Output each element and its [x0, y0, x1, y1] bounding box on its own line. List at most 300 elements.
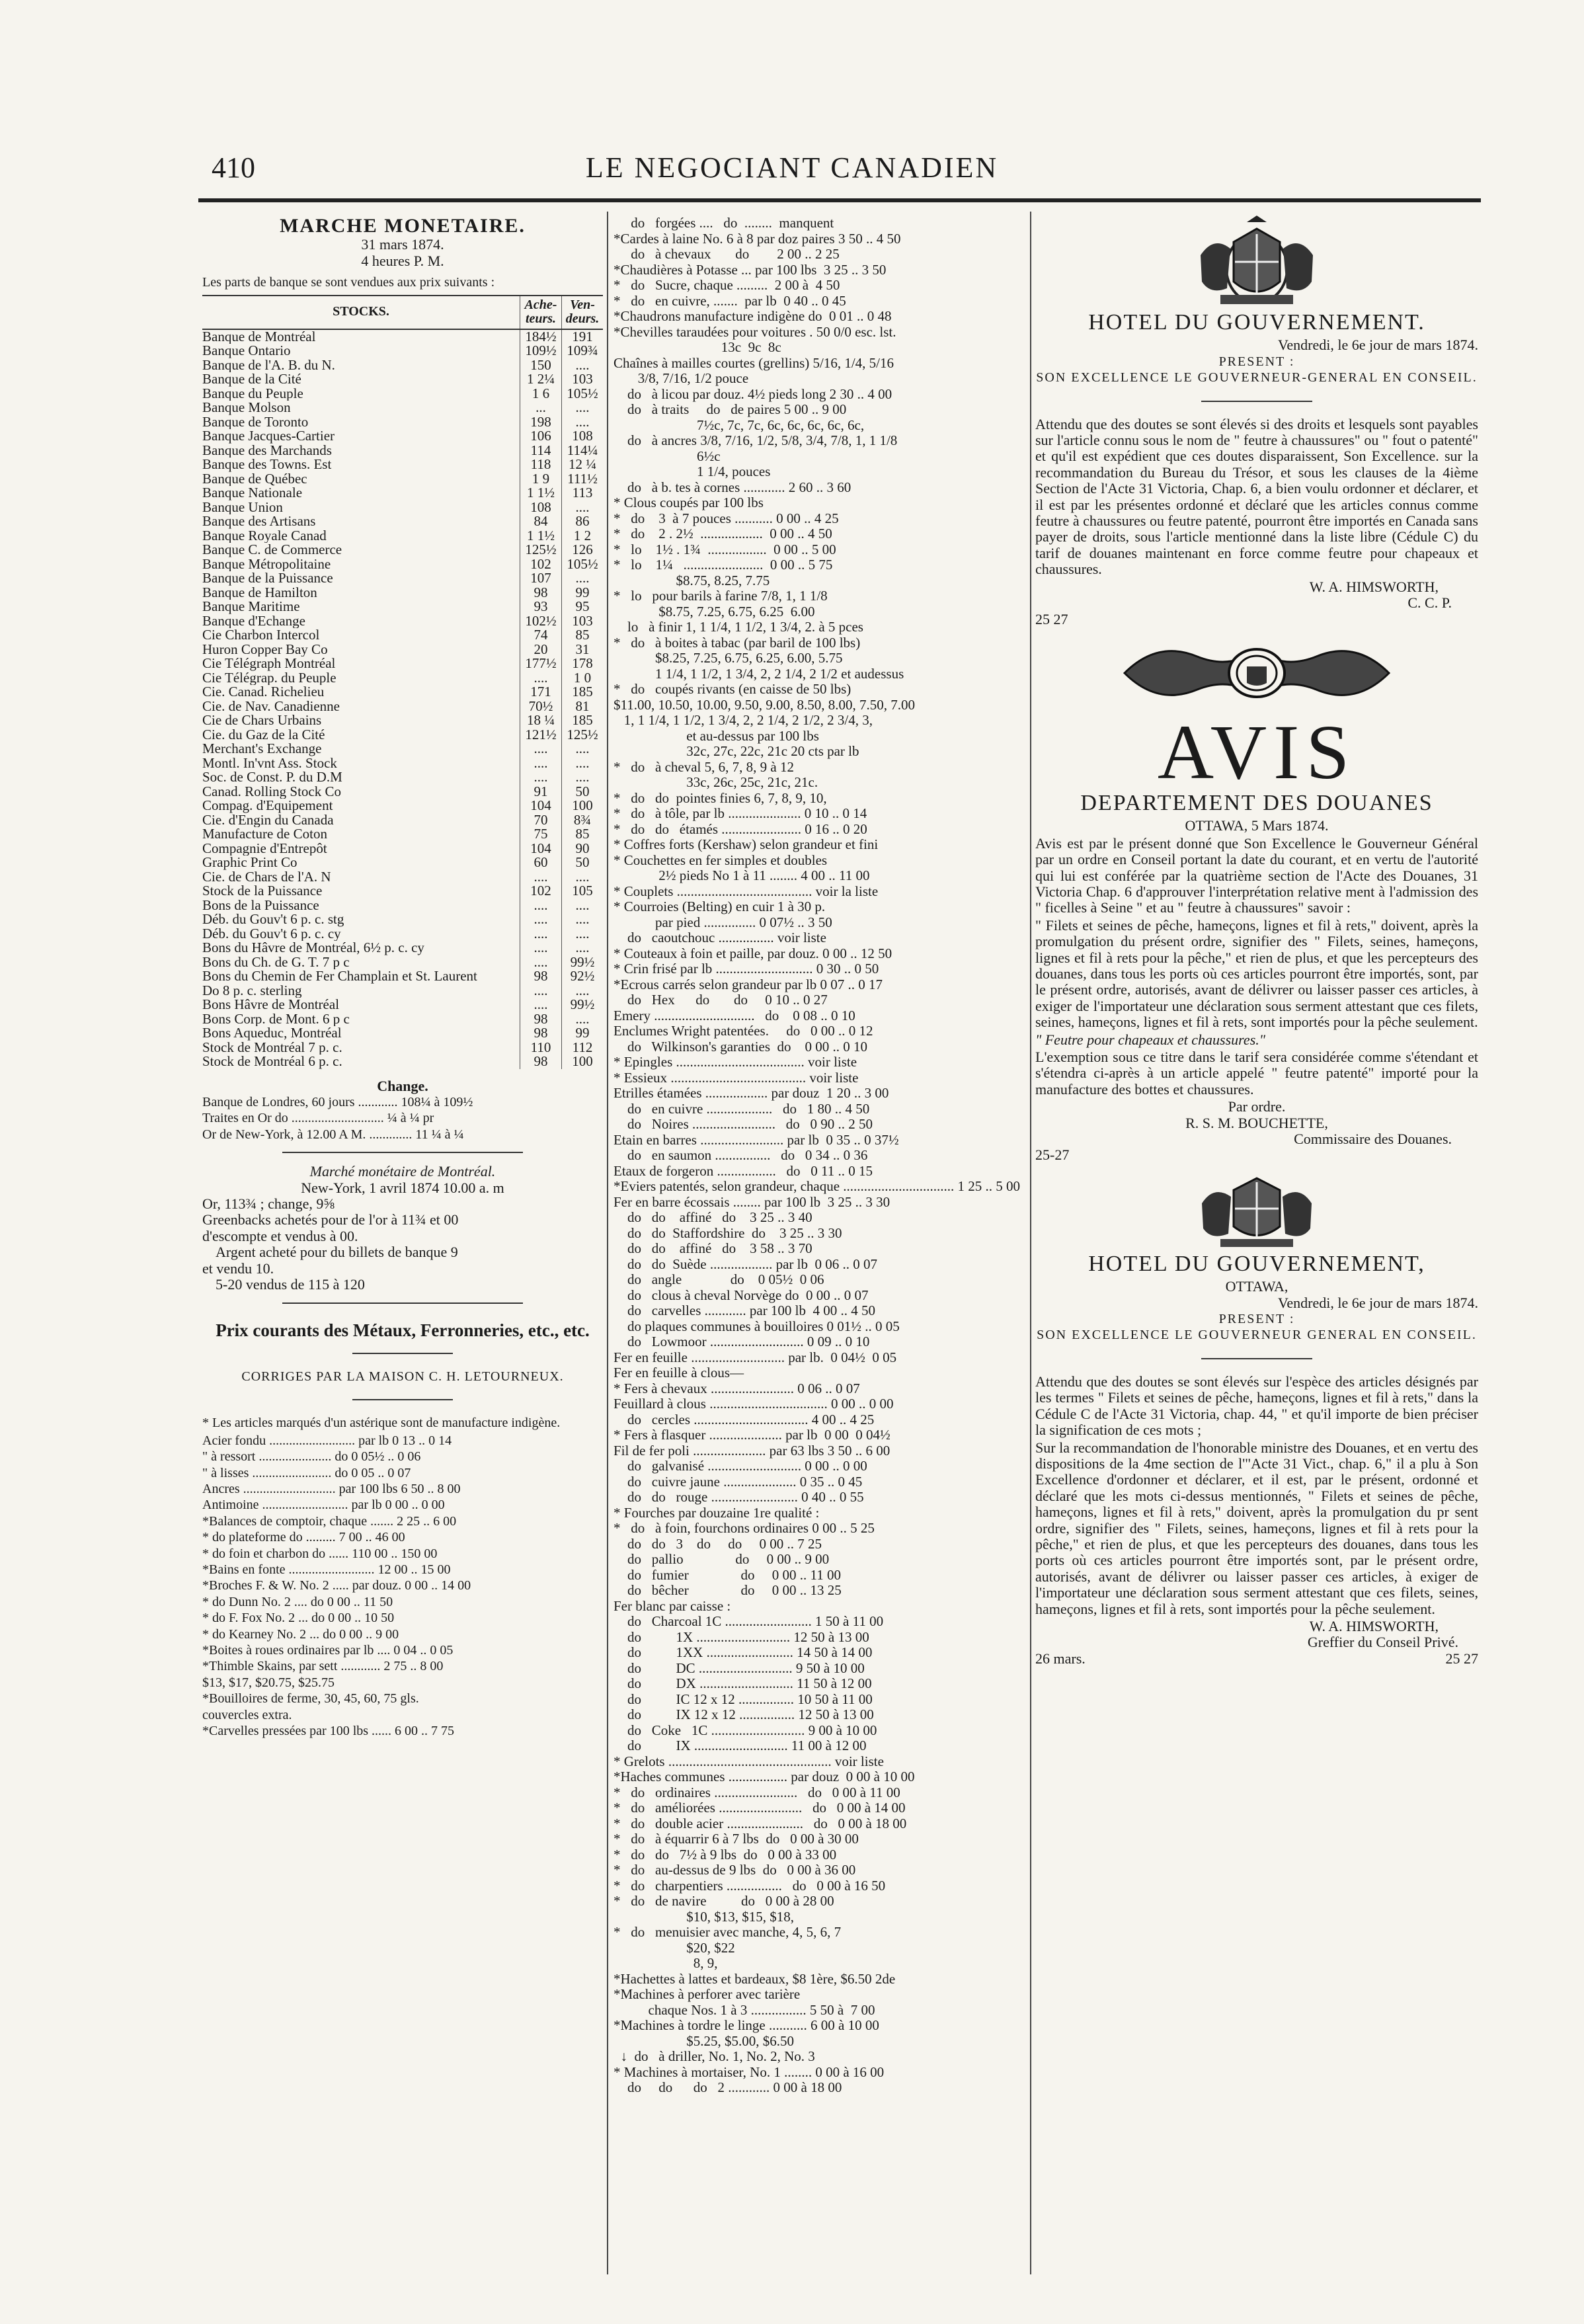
price-line: Ancres ............................ par 100 lbs 6 50 .. 8 00	[202, 1481, 461, 1496]
stock-name: Bons Aqueduc, Montréal	[202, 1026, 342, 1041]
notice1-body: Attendu que des doutes se sont élevés si des droits et lesquels sont payables sur l'article connu sous le nom de " feutre à chaussures" ou " fout o patenté" et qu'il est expédient que ces doutes disparaissent, Son Excellence. sur la recommandation du Bureau du Trésor, et sous les clauses de la 4ième Section de l'Acte 31 Victoria, Chap. 6, a bien voulu ordonner et déclarer, et il est par les présentes ordonné et déclaré que les articles connus comme feutre à chaussures ou feutre patenté, pourront être importés en Canada sans payer de droits, sous l'article mentionné dans la liste libre (Cédule C) du tarif de douanes maintenant en force comme feutre pour chapeaux et chaussures.	[1035, 415, 1478, 578]
price-line: 3/8, 7/16, 1/2 pouce	[614, 371, 749, 386]
price-line: *Carvelles pressées par 100 lbs ...... 6 00 .. 7 75	[202, 1724, 455, 1739]
notice3-council: SON EXCELLENCE LE GOUVERNEUR GENERAL EN CONSEIL.	[1037, 1328, 1477, 1343]
ornamental-banner	[1118, 637, 1396, 709]
price-line: do en saumon ................ do 0 34 .. 0 36	[614, 1148, 868, 1163]
stock-name: Cie Charbon Intercol	[202, 628, 320, 643]
stock-name: Bons de la Puissance	[202, 898, 319, 913]
stock-name: Banque d'Echange	[202, 614, 305, 629]
notice3-date: Vendredi, le 6e jour de mars 1874.	[1277, 1294, 1478, 1311]
sellers-price: 31	[562, 643, 604, 657]
stocks-header: STOCKS.	[202, 296, 520, 329]
price-line: * Crin frisé par lb ............................ 0 30 .. 0 50	[614, 961, 879, 977]
stock-row	[202, 387, 603, 401]
price-line: $10, $13, $15, $18,	[614, 1909, 794, 1925]
column-money-market	[202, 216, 603, 2278]
stock-name: Cie. de Chars de l'A. N	[202, 869, 331, 885]
sellers-price: 191	[562, 329, 604, 344]
sellers-price: 178	[562, 657, 604, 671]
stock-row	[202, 1012, 603, 1027]
stock-name: Cie de Chars Urbains	[202, 713, 322, 728]
stock-row	[202, 372, 603, 387]
sellers-price: 85	[562, 827, 604, 842]
price-line: * Coffres forts (Kershaw) selon grandeur et fini	[614, 837, 879, 852]
stock-name: Banque de Québec	[202, 471, 307, 487]
buyers-price: 98	[520, 969, 562, 984]
stock-row	[202, 856, 603, 870]
mm-title: Marché monétaire de Montréal.	[309, 1163, 496, 1180]
customs-department: DEPARTEMENT DES DOUANES	[1080, 790, 1433, 815]
market-time: 4 heures P. M.	[361, 252, 444, 269]
buyers-price: ....	[520, 770, 562, 785]
price-line: * do F. Fox No. 2 ... do 0 00 .. 10 50	[202, 1611, 395, 1626]
price-line: * do charpentiers ................ do 0 00 à 16 50	[614, 1878, 886, 1894]
metal-prices-list	[202, 1433, 603, 1740]
stock-row	[202, 628, 603, 643]
buyers-price: 1 1½	[520, 486, 562, 501]
stock-name: Cie. du Gaz de la Cité	[202, 727, 325, 742]
price-line: do do affiné do 3 58 .. 3 70	[614, 1241, 812, 1256]
stock-row	[202, 770, 603, 785]
stock-row	[202, 671, 603, 686]
price-line: et au-dessus par 100 lbs	[614, 728, 819, 744]
price-line: do IC 12 x 12 ................ 10 50 à 11 00	[614, 1691, 873, 1707]
sellers-price: 100	[562, 799, 604, 813]
buyers-price: ...	[520, 401, 562, 415]
buyers-price: 70	[520, 813, 562, 828]
sellers-price: ....	[562, 501, 604, 515]
money-market-title: MARCHE MONETAIRE.	[280, 216, 526, 237]
buyers-price: 98	[520, 1012, 562, 1027]
price-line: * do améliorées ........................ do 0 00 à 14 00	[614, 1800, 906, 1816]
column-divider-2	[1030, 212, 1031, 2274]
buyers-price: 91	[520, 785, 562, 799]
sellers-price: 50	[562, 856, 604, 870]
price-line: * do en cuivre, ....... par lb 0 40 .. 0 45	[614, 293, 846, 309]
price-line: * Couplets ....................................... voir la liste	[614, 883, 879, 899]
price-line: Emery ............................. do 0 08 .. 0 10	[614, 1008, 855, 1023]
price-line: * Machines à mortaiser, No. 1 ........ 0 00 à 16 00	[614, 2064, 885, 2080]
price-line: do à traits do de paires 5 00 .. 9 00	[614, 402, 847, 417]
stock-name: Banque des Artisans	[202, 514, 316, 529]
notice2-signer-title: Commissaire des Douanes.	[1294, 1131, 1452, 1148]
price-line: * Fers à chevaux ........................ 0 06 .. 0 07	[614, 1381, 860, 1396]
sellers-price: ....	[562, 415, 604, 430]
notice2-body: Avis est par le présent donné que Son Excellence le Gouverneur Général par un ordre en Conseil portant la date du courant, et en vertu de l'autorité qui lui est conférée par la quatrième section de l'Acte des Douanes, 31 Victoria Chap. 6 d'approuver l'interprétation relative ment à l'admission des " ficelles à Seine " et au " feutre à chaussures" savoir :	[1035, 834, 1478, 916]
stock-name: Bons du Ch. de G. T. 7 p c	[202, 955, 350, 970]
stock-row	[202, 941, 603, 955]
price-line: * do Kearney No. 2 ... do 0 00 .. 9 00	[202, 1626, 399, 1642]
stock-name: Banque Molson	[202, 401, 291, 415]
sellers-price: 103	[562, 372, 604, 387]
price-line: * do plateforme do ......... 7 00 .. 46 00	[202, 1530, 405, 1545]
price-line: Chaînes à mailles courtes (grellins) 5/16, 1/4, 5/16	[614, 355, 894, 371]
buyers-price: 171	[520, 685, 562, 700]
sellers-price: 126	[562, 543, 604, 557]
price-line: do galvanisé ........................... 0 00 .. 0 00	[614, 1459, 867, 1474]
stock-row	[202, 742, 603, 756]
buyers-price: 109½	[520, 344, 562, 358]
price-line: 6½c	[614, 448, 721, 464]
stock-name: Bons du Chemin de Fer Champlain et St. Laurent	[202, 969, 477, 984]
notice2-body4: L'exemption sous ce titre dans le tarif sera considérée comme s'étendant et s'étendra ci-après à un article appelé " feutre patenté" importé pour la manufacture des bottes et chaussures.	[1035, 1049, 1478, 1098]
price-line: * do do étamés ....................... 0 16 .. 0 20	[614, 821, 867, 837]
stock-row	[202, 657, 603, 671]
stock-name: Cie. de Nav. Canadienne	[202, 699, 340, 714]
price-line: * do foin et charbon do ...... 110 00 .. 150 00	[202, 1546, 438, 1561]
price-line: do do rouge ......................... 0 40 .. 0 55	[614, 1490, 864, 1505]
sellers-price: 100	[562, 1055, 604, 1069]
price-line: do Noires ........................ do 0 90 .. 2 50	[614, 1117, 873, 1132]
price-line: *Thimble Skains, par sett ............ 2 75 .. 8 00	[202, 1659, 444, 1674]
buyers-price: 104	[520, 799, 562, 813]
stock-name: Banque du Peuple	[202, 386, 303, 401]
stock-name: Cie Télégraph Montréal	[202, 657, 336, 671]
price-line: 1, 1 1/4, 1 1/2, 1 3/4, 2, 2 1/4, 2 1/2, 2 3/4, 3,	[614, 713, 873, 728]
mm-line: Greenbacks achetés pour de l'or à 11¾ et 00	[202, 1211, 459, 1228]
price-line: Feuillard à clous .................................. 0 00 .. 0 00	[614, 1396, 894, 1412]
price-line: * do 3 à 7 pouces ........... 0 00 .. 4 25	[614, 510, 839, 526]
buyers-price: ....	[520, 998, 562, 1012]
mm-line: Or, 113¾ ; change, 9⅝	[202, 1195, 335, 1213]
column-prices-continued	[614, 216, 1026, 2278]
price-line: Fer en barre écossais ........ par 100 lb 3 25 .. 3 30	[614, 1194, 891, 1210]
sellers-price: ....	[562, 358, 604, 373]
price-line: do Wilkinson's garanties do 0 00 .. 0 10	[614, 1039, 868, 1055]
sellers-price: 113	[562, 486, 604, 501]
price-line: do IX 12 x 12 ................ 12 50 à 13 00	[614, 1707, 874, 1722]
price-line: do 1XX ......................... 14 50 à 14 00	[614, 1645, 873, 1660]
stock-name: Banque de Hamilton	[202, 585, 317, 600]
stock-row	[202, 955, 603, 970]
buyers-price: 104	[520, 842, 562, 856]
price-line: 1 1/4, pouces	[614, 464, 771, 479]
sellers-price: ....	[562, 1012, 604, 1027]
sellers-price: ....	[562, 927, 604, 942]
buyers-price: ....	[520, 927, 562, 942]
change-line: Or de New-York, à 12.00 A M. ............. 11 ¼ à ¼	[202, 1127, 464, 1142]
price-line: * lo 1½ . 1¾ ................. 0 00 .. 5 00	[614, 541, 836, 557]
column-divider-1	[607, 212, 608, 2274]
stock-row	[202, 429, 603, 444]
stock-name: Banque Métropolitaine	[202, 557, 331, 572]
price-line: do cercles ................................. 4 00 .. 4 25	[614, 1412, 875, 1427]
price-line: 32c, 27c, 22c, 21c 20 cts par lb	[614, 744, 859, 759]
price-line: do angle do 0 05½ 0 06	[614, 1272, 824, 1287]
buyers-price: 102	[520, 557, 562, 572]
stock-name: Canad. Rolling Stock Co	[202, 784, 341, 799]
stock-row	[202, 1041, 603, 1055]
price-line: * do menuisier avec manche, 4, 5, 6, 7	[614, 1925, 842, 1940]
stock-name: Banque Jacques-Cartier	[202, 429, 335, 444]
price-line: do do affiné do 3 25 .. 3 40	[614, 1210, 812, 1225]
stock-row	[202, 586, 603, 600]
mm-line: New-York, 1 avril 1874 10.00 a. m	[301, 1179, 504, 1196]
price-line: * do à tôle, par lb ..................... 0 10 .. 0 14	[614, 806, 867, 821]
price-line: * Fourches par douzaine 1re qualité :	[614, 1505, 820, 1521]
price-line: do cuivre jaune ..................... 0 35 .. 0 45	[614, 1474, 863, 1490]
buyers-price: ....	[520, 912, 562, 927]
price-line: do do do 2 ............ 0 00 à 18 00	[614, 2080, 842, 2095]
page-number: 410	[212, 151, 255, 184]
price-line: Fer en feuille ........................... par lb. 0 04½ 0 05	[614, 1349, 897, 1365]
price-line: *Ecrous carrés selon grandeur par lb 0 07 .. 0 17	[614, 977, 883, 992]
sellers-price: 99½	[562, 955, 604, 970]
price-line: * Couchettes en fer simples et doubles	[614, 852, 828, 868]
price-line: $8.75, 8.25, 7.75	[614, 573, 770, 588]
price-line: * Courroies (Belting) en cuir 1 à 30 p.	[614, 899, 826, 914]
corriges-line: CORRIGES PAR LA MAISON C. H. LETOURNEUX.	[241, 1369, 564, 1384]
stock-row	[202, 969, 603, 984]
stock-row	[202, 514, 603, 529]
buyers-price: 102½	[520, 614, 562, 629]
stock-row	[202, 1026, 603, 1041]
price-line: * do coupés rivants (en caisse de 50 lbs)	[614, 682, 851, 697]
buyers-price: 150	[520, 358, 562, 373]
price-line: * Essieux ....................................... voir liste	[614, 1070, 859, 1086]
buyers-price: 20	[520, 643, 562, 657]
stock-row	[202, 557, 603, 572]
buyers-price: 125½	[520, 543, 562, 557]
price-line: do fumier do 0 00 .. 11 00	[614, 1567, 841, 1583]
buyers-price: 18 ¼	[520, 713, 562, 728]
price-line: do Charcoal 1C ......................... 1 50 à 11 00	[614, 1614, 884, 1629]
stock-row	[202, 884, 603, 899]
stocks-table	[202, 295, 603, 1069]
stock-row	[202, 998, 603, 1012]
sellers-price: ....	[562, 941, 604, 955]
stock-row	[202, 813, 603, 828]
prices-title: Prix courants des Métaux, Ferronneries, etc., etc.	[216, 1320, 590, 1340]
stock-name: Bons Hâvre de Montréal	[202, 998, 340, 1012]
price-line: Fer en feuille à clous—	[614, 1365, 744, 1381]
price-line: * do ordinaires ........................ do 0 00 à 11 00	[614, 1784, 900, 1800]
change-title: Change.	[377, 1077, 428, 1094]
sellers-price: 109¾	[562, 344, 604, 358]
sellers-price: ....	[562, 401, 604, 415]
notice2-place-date: OTTAWA, 5 Mars 1874.	[1185, 817, 1329, 834]
price-line: " à ressort ...................... do 0 05½ .. 0 06	[202, 1449, 421, 1464]
price-line: do DC ........................... 9 50 à 10 00	[614, 1660, 865, 1676]
stock-name: Banque Maritime	[202, 600, 300, 614]
stock-name: Banque C. de Commerce	[202, 543, 342, 557]
price-line: Etain en barres ........................ par lb 0 35 .. 0 37½	[614, 1132, 899, 1148]
price-line: do caoutchouc ................ voir liste	[614, 930, 826, 945]
notice1-council: SON EXCELLENCE LE GOUVERNEUR-GENERAL EN CONSEIL.	[1036, 370, 1478, 385]
sellers-price: 185	[562, 685, 604, 700]
section-separator	[1201, 1358, 1312, 1359]
section-separator	[1201, 401, 1312, 402]
notice1-present: PRESENT :	[1218, 354, 1295, 369]
stock-row	[202, 401, 603, 415]
sellers-price: 95	[562, 600, 604, 614]
stock-row	[202, 756, 603, 771]
buyers-price: 98	[520, 1055, 562, 1069]
price-line: do DX ........................... 11 50 à 12 00	[614, 1676, 872, 1691]
buyers-price: 1 1½	[520, 529, 562, 543]
buyers-price: ....	[520, 899, 562, 913]
stock-row	[202, 728, 603, 742]
price-line: do à licou par douz. 4½ pieds long 2 30 .. 4 00	[614, 386, 892, 402]
price-line: do en cuivre ................... do 1 80 .. 4 50	[614, 1101, 870, 1117]
stock-row	[202, 415, 603, 430]
sellers-price: 125½	[562, 728, 604, 742]
buyers-price: ....	[520, 941, 562, 955]
price-line: * do à boites à tabac (par baril de 100 lbs)	[614, 635, 861, 651]
sellers-price: ....	[562, 756, 604, 771]
sellers-price: 112	[562, 1041, 604, 1055]
notice2-ref: 25-27	[1035, 1146, 1070, 1164]
price-line: Acier fondu .......................... par lb 0 13 .. 0 14	[202, 1433, 452, 1448]
notice3-date-ref: 26 mars.	[1035, 1650, 1086, 1667]
market-intro: Les parts de banque se sont vendues aux prix suivants :	[202, 275, 495, 290]
price-line: par pied ............... 0 07½ .. 3 50	[614, 914, 832, 930]
price-line: do 1X ........................... 12 50 à 13 00	[614, 1629, 869, 1645]
buyers-price: 177½	[520, 657, 562, 671]
sellers-price: 85	[562, 628, 604, 643]
stock-row	[202, 472, 603, 487]
price-line: Antimoine .......................... par lb 0 00 .. 0 00	[202, 1498, 445, 1513]
buyers-price: 107	[520, 571, 562, 586]
price-line: 8, 9,	[614, 1956, 718, 1971]
stock-row	[202, 486, 603, 501]
price-line: 7½c, 7c, 7c, 6c, 6c, 6c, 6c, 6c,	[614, 417, 865, 433]
price-line: *Eviers patentés, selon grandeur, chaque ................................ 1 25 .. 5 00	[614, 1179, 1021, 1194]
buyers-price: 114	[520, 444, 562, 458]
buyers-price: 108	[520, 501, 562, 515]
notice3-body2: Sur la recommandation de l'honorable ministre des Douanes, et en vertu des dispositions de la 4me section de l'"Acte 31 Vict., chap. 6," il a plu à Son Excellence d'ordonner et déclarer, et il est, par le présent, ordonné et déclaré que les mots ci-dessus mentionnés, " Filets et seines de pêche, hameçons, lignes et fil à rets," doivent, après la promulgation du pr sent ordre, signifier des " Filets, seines, hameçons, lignes et fil à rets pour la pêche," et rien de plus, et que les percepteurs des douanes, dans tous les ports où ces articles pourront être importés sont, par le présent ordre, autorisés, avant de délivrer ou laisser passer ces articles, à exiger de l'importateur une déclaration sous serment attestant que ces filets, seines, hameçons, lignes et fil à rets, sont importés pour la pêche seulement.	[1035, 1439, 1478, 1617]
sellers-price: 12 ¼	[562, 458, 604, 472]
stock-row	[202, 614, 603, 629]
price-line: Etaux de forgeron ................. do 0 11 .. 0 15	[614, 1163, 873, 1179]
price-line: do à b. tes à cornes ............ 2 60 .. 3 60	[614, 479, 851, 495]
price-line: do à ancres 3/8, 7/16, 1/2, 5/8, 3/4, 7/8, 1, 1 1/8	[614, 433, 898, 448]
price-line: chaque Nos. 1 à 3 ................ 5 50 à 7 00	[614, 2002, 875, 2018]
price-line: * do de navire do 0 00 à 28 00	[614, 1894, 834, 1909]
price-line: * do do 7½ à 9 lbs do 0 00 à 33 00	[614, 1847, 837, 1863]
stock-name: Merchant's Exchange	[202, 742, 322, 756]
sellers-price: ....	[562, 984, 604, 998]
stock-name: Banque de la Cité	[202, 372, 301, 387]
price-line: do Lowmoor ........................... 0 09 .. 0 10	[614, 1334, 870, 1349]
buyers-price: ....	[520, 955, 562, 970]
stock-name: Bons Corp. de Mont. 6 p c	[202, 1012, 350, 1027]
notice3-signer: W. A. HIMSWORTH,	[1309, 1617, 1439, 1634]
stock-name: Manufacture de Coton	[202, 827, 327, 842]
sellers-price: ....	[562, 571, 604, 586]
sellers-price: 92½	[562, 969, 604, 984]
price-line: *Bains en fonte .......................... 12 00 .. 15 00	[202, 1562, 451, 1577]
stock-name: Compag. d'Equipement	[202, 799, 333, 813]
price-line: *Cardes à laine No. 6 à 8 par doz paires 3 50 .. 4 50	[614, 231, 901, 247]
stock-name: Banque des Towns. Est	[202, 458, 332, 472]
price-line: $13, $17, $20.75, $25.75	[202, 1675, 335, 1690]
price-line: * Fers à flasquer ..................... par lb 0 00 0 04½	[614, 1427, 891, 1443]
stock-row	[202, 329, 603, 344]
section-separator	[282, 1302, 523, 1304]
stock-name: Banque des Marchands	[202, 443, 332, 458]
price-line: do Coke 1C ........................... 9 00 à 10 00	[614, 1722, 877, 1738]
price-line: $8.75, 7.25, 6.75, 6.25 6.00	[614, 604, 815, 620]
buyers-price: 98	[520, 1026, 562, 1041]
royal-arms-crest	[1194, 216, 1320, 308]
stock-row	[202, 870, 603, 885]
notice3-place: OTTAWA,	[1225, 1278, 1288, 1295]
notice1-signer: W. A. HIMSWORTH,	[1309, 578, 1439, 595]
mm-line: Argent acheté pour du billets de banque 9	[216, 1244, 458, 1261]
price-line: * lo 1¼ ....................... 0 00 .. 5 75	[614, 557, 833, 573]
masthead: LE NEGOCIANT CANADIEN	[585, 151, 999, 184]
sellers-price: 114¼	[562, 444, 604, 458]
buyers-price: 74	[520, 628, 562, 643]
price-line: lo à finir 1, 1 1/4, 1 1/2, 1 3/4, 2. à 5 pces	[614, 620, 863, 635]
price-line: Enclumes Wright patentées. do 0 00 .. 0 12	[614, 1023, 873, 1039]
price-line: *Chaudières à Potasse ... par 100 lbs 3 25 .. 3 50	[614, 262, 887, 278]
stock-name: Banque de la Puissance	[202, 571, 333, 586]
stock-row	[202, 927, 603, 942]
buyers-price: 1 2¼	[520, 372, 562, 387]
price-line: * Epingles ..................................... voir liste	[614, 1055, 857, 1070]
stock-row	[202, 713, 603, 728]
price-line: *Boites à roues ordinaires par lb .... 0 04 .. 0 05	[202, 1643, 454, 1658]
stock-name: Banque de Montréal	[202, 329, 316, 344]
stock-name: Banque Union	[202, 500, 283, 515]
stock-name: Stock de la Puissance	[202, 884, 323, 899]
sellers-price: 111½	[562, 472, 604, 487]
buyers-price: 121½	[520, 728, 562, 742]
price-line: 33c, 26c, 25c, 21c, 21c.	[614, 775, 818, 790]
stock-name: Montl. In'vnt Ass. Stock	[202, 756, 337, 771]
stock-name: Graphic Print Co	[202, 856, 297, 870]
notice3-body: Attendu que des doutes se sont élevés sur l'espèce des articles désignés par les termes " Filets et seines de pêche, hameçons, lignes et fil à rets," dans la Cédule C de l'Acte 31 Victoria, chap. 44, " et qu'il importe de bien préciser la signification de ces mots ;	[1035, 1373, 1478, 1439]
notice2-signer: R. S. M. BOUCHETTE,	[1185, 1114, 1328, 1131]
stock-name: Stock de Montréal 6 p. c.	[202, 1055, 342, 1069]
stock-row	[202, 899, 603, 913]
header-rule	[198, 198, 1481, 202]
buyers-price: 184½	[520, 329, 562, 344]
buyers-price: ....	[520, 671, 562, 686]
price-line: " à lisses ........................ do 0 05 .. 0 07	[202, 1465, 411, 1480]
stock-name: Banque Ontario	[202, 344, 291, 358]
sellers-price: 99½	[562, 998, 604, 1012]
price-line: do forgées .... do ........ manquent	[614, 216, 834, 231]
stock-name: Banque de l'A. B. du N.	[202, 358, 335, 373]
sellers-price: 108	[562, 429, 604, 444]
price-line: do plaques communes à bouilloires 0 01½ .. 0 05	[614, 1318, 900, 1334]
price-line: * lo pour barils à farine 7/8, 1, 1 1/8	[614, 588, 828, 604]
price-line: do clous à cheval Norvège do 0 00 .. 0 07	[614, 1287, 869, 1303]
price-line: * do à cheval 5, 6, 7, 8, 9 à 12	[614, 759, 794, 775]
buyers-price: 98	[520, 586, 562, 600]
buyers-price: 60	[520, 856, 562, 870]
stock-name: Déb. du Gouv't 6 p. c. stg	[202, 912, 344, 927]
price-line: do do Suède .................. par lb 0 06 .. 0 07	[614, 1256, 877, 1272]
sellers-price: 50	[562, 785, 604, 799]
buyers-price: ....	[520, 742, 562, 756]
sellers-price: 99	[562, 1026, 604, 1041]
notice1-title: HOTEL DU GOUVERNEMENT.	[1088, 310, 1425, 335]
change-line: Traites en Or do ............................ ¼ à ¼ pr	[202, 1111, 434, 1126]
price-line: do IX ........................... 11 00 à 12 00	[614, 1738, 867, 1753]
buyers-price: 198	[520, 415, 562, 430]
notice1-ref: 25 27	[1035, 610, 1068, 627]
notice3-present: PRESENT :	[1218, 1312, 1295, 1327]
price-line: *Chaudrons manufacture indigène do 0 01 .. 0 48	[614, 309, 892, 324]
column-notices	[1035, 216, 1478, 2278]
buyers-price: 106	[520, 429, 562, 444]
price-line: * do Dunn No. 2 .... do 0 00 .. 11 50	[202, 1594, 393, 1609]
